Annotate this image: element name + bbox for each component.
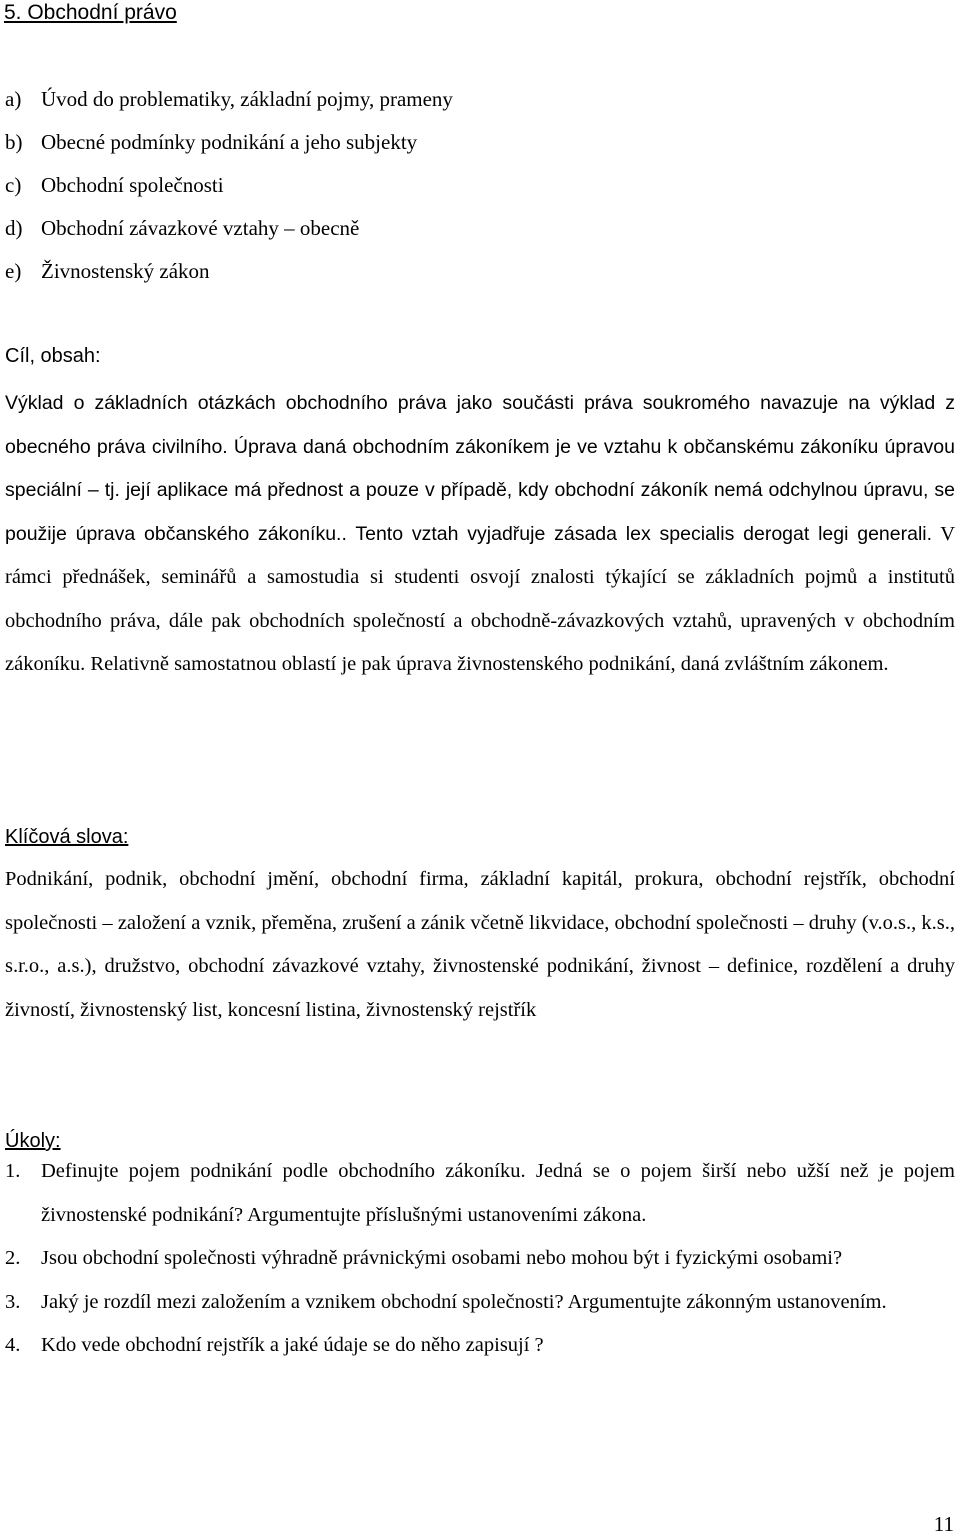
toc-item <box>5 84 453 127</box>
toc-letter: d) <box>5 216 23 240</box>
toc-letter: b) <box>5 130 23 154</box>
task-text: Jaký je rozdíl mezi založením a vznikem obchodní společnosti? Argumentujte zákonným ustanovením. <box>41 1290 887 1313</box>
chapter-title: 5. Obchodní právo <box>4 1 177 24</box>
goal-paragraph <box>5 382 955 687</box>
toc-text: Úvod do problematiky, základní pojmy, prameny <box>41 87 453 111</box>
task-number: 2. <box>5 1247 21 1269</box>
task-number: 4. <box>5 1334 21 1356</box>
task-text: Kdo vede obchodní rejstřík a jaké údaje se do něho zapisují ? <box>41 1334 544 1356</box>
goal-text-part2: V rámci přednášek, seminářů a samostudia si studenti osvojí znalosti týkající se základních pojmů a institutů obchodního práva, dále pak obchodních společností a obchodně-závazkových vztahů, upravených v obchodním zákoníku. Relativně samostatnou oblastí je pak úprava živnostenského podnikání, daná zvláštním zákonem. <box>5 522 955 675</box>
toc-item <box>5 170 453 213</box>
tasks-list <box>5 1150 955 1368</box>
toc-text: Obecné podmínky podnikání a jeho subjekty <box>41 130 418 154</box>
task-item <box>5 1150 955 1237</box>
toc-text: Obchodní společnosti <box>41 173 224 197</box>
toc-letter: c) <box>5 173 22 197</box>
task-number: 3. <box>5 1290 21 1313</box>
toc-letter: e) <box>5 259 22 283</box>
goal-heading: Cíl, obsah: <box>5 345 101 367</box>
page-number: 11 <box>933 1512 954 1536</box>
toc-item <box>5 127 453 170</box>
keywords-paragraph: Podnikání, podnik, obchodní jmění, obchodní firma, základní kapitál, prokura, obchodní rejstřík, obchodní společnosti – založení a vznik, přeměna, zrušení a zánik včetně likvidace, obchodní společnosti – druhy (v.o.s., k.s., s.r.o., a.s.), družstvo, obchodní závazkové vztahy, živnostenské podnikání, živnost – definice, rozdělení a druhy živností, živnostenský list, koncesní listina, živnostenský rejstřík <box>5 868 955 1021</box>
toc-text: Živnostenský zákon <box>41 259 210 283</box>
task-text: Definujte pojem podnikání podle obchodního zákoníku. Jedná se o pojem širší nebo užší než je pojem živnostenské podnikání? Argumentujte příslušnými ustanoveními zákona. <box>41 1160 955 1226</box>
task-item <box>5 1324 955 1368</box>
task-text: Jsou obchodní společnosti výhradně právnickými osobami nebo mohou být i fyzickými osobami? <box>41 1247 843 1269</box>
keywords-heading: Klíčová slova: <box>5 826 129 848</box>
table-of-contents <box>5 84 453 299</box>
task-item <box>5 1281 955 1325</box>
task-number: 1. <box>5 1160 21 1182</box>
goal-text-part1: Výklad o základních otázkách obchodního práva jako součásti práva soukromého navazuje na výklad z obecného práva civilního. Úprava daná obchodním zákoníkem je ve vztahu k občanskému zákoníku úpravou speciální – tj. její aplikace má přednost a pouze v případě, kdy obchodní zákoník nemá odchylnou úpravu, se použije úprava občanského zákoníku.. Tento vztah vyjadřuje zásada lex specialis derogat legi generali. <box>5 392 955 545</box>
toc-text: Obchodní závazkové vztahy – obecně <box>41 216 360 240</box>
toc-item <box>5 256 453 299</box>
toc-letter: a) <box>5 87 22 111</box>
tasks-heading: Úkoly: <box>5 1130 61 1152</box>
toc-item <box>5 213 453 256</box>
task-item <box>5 1237 955 1281</box>
